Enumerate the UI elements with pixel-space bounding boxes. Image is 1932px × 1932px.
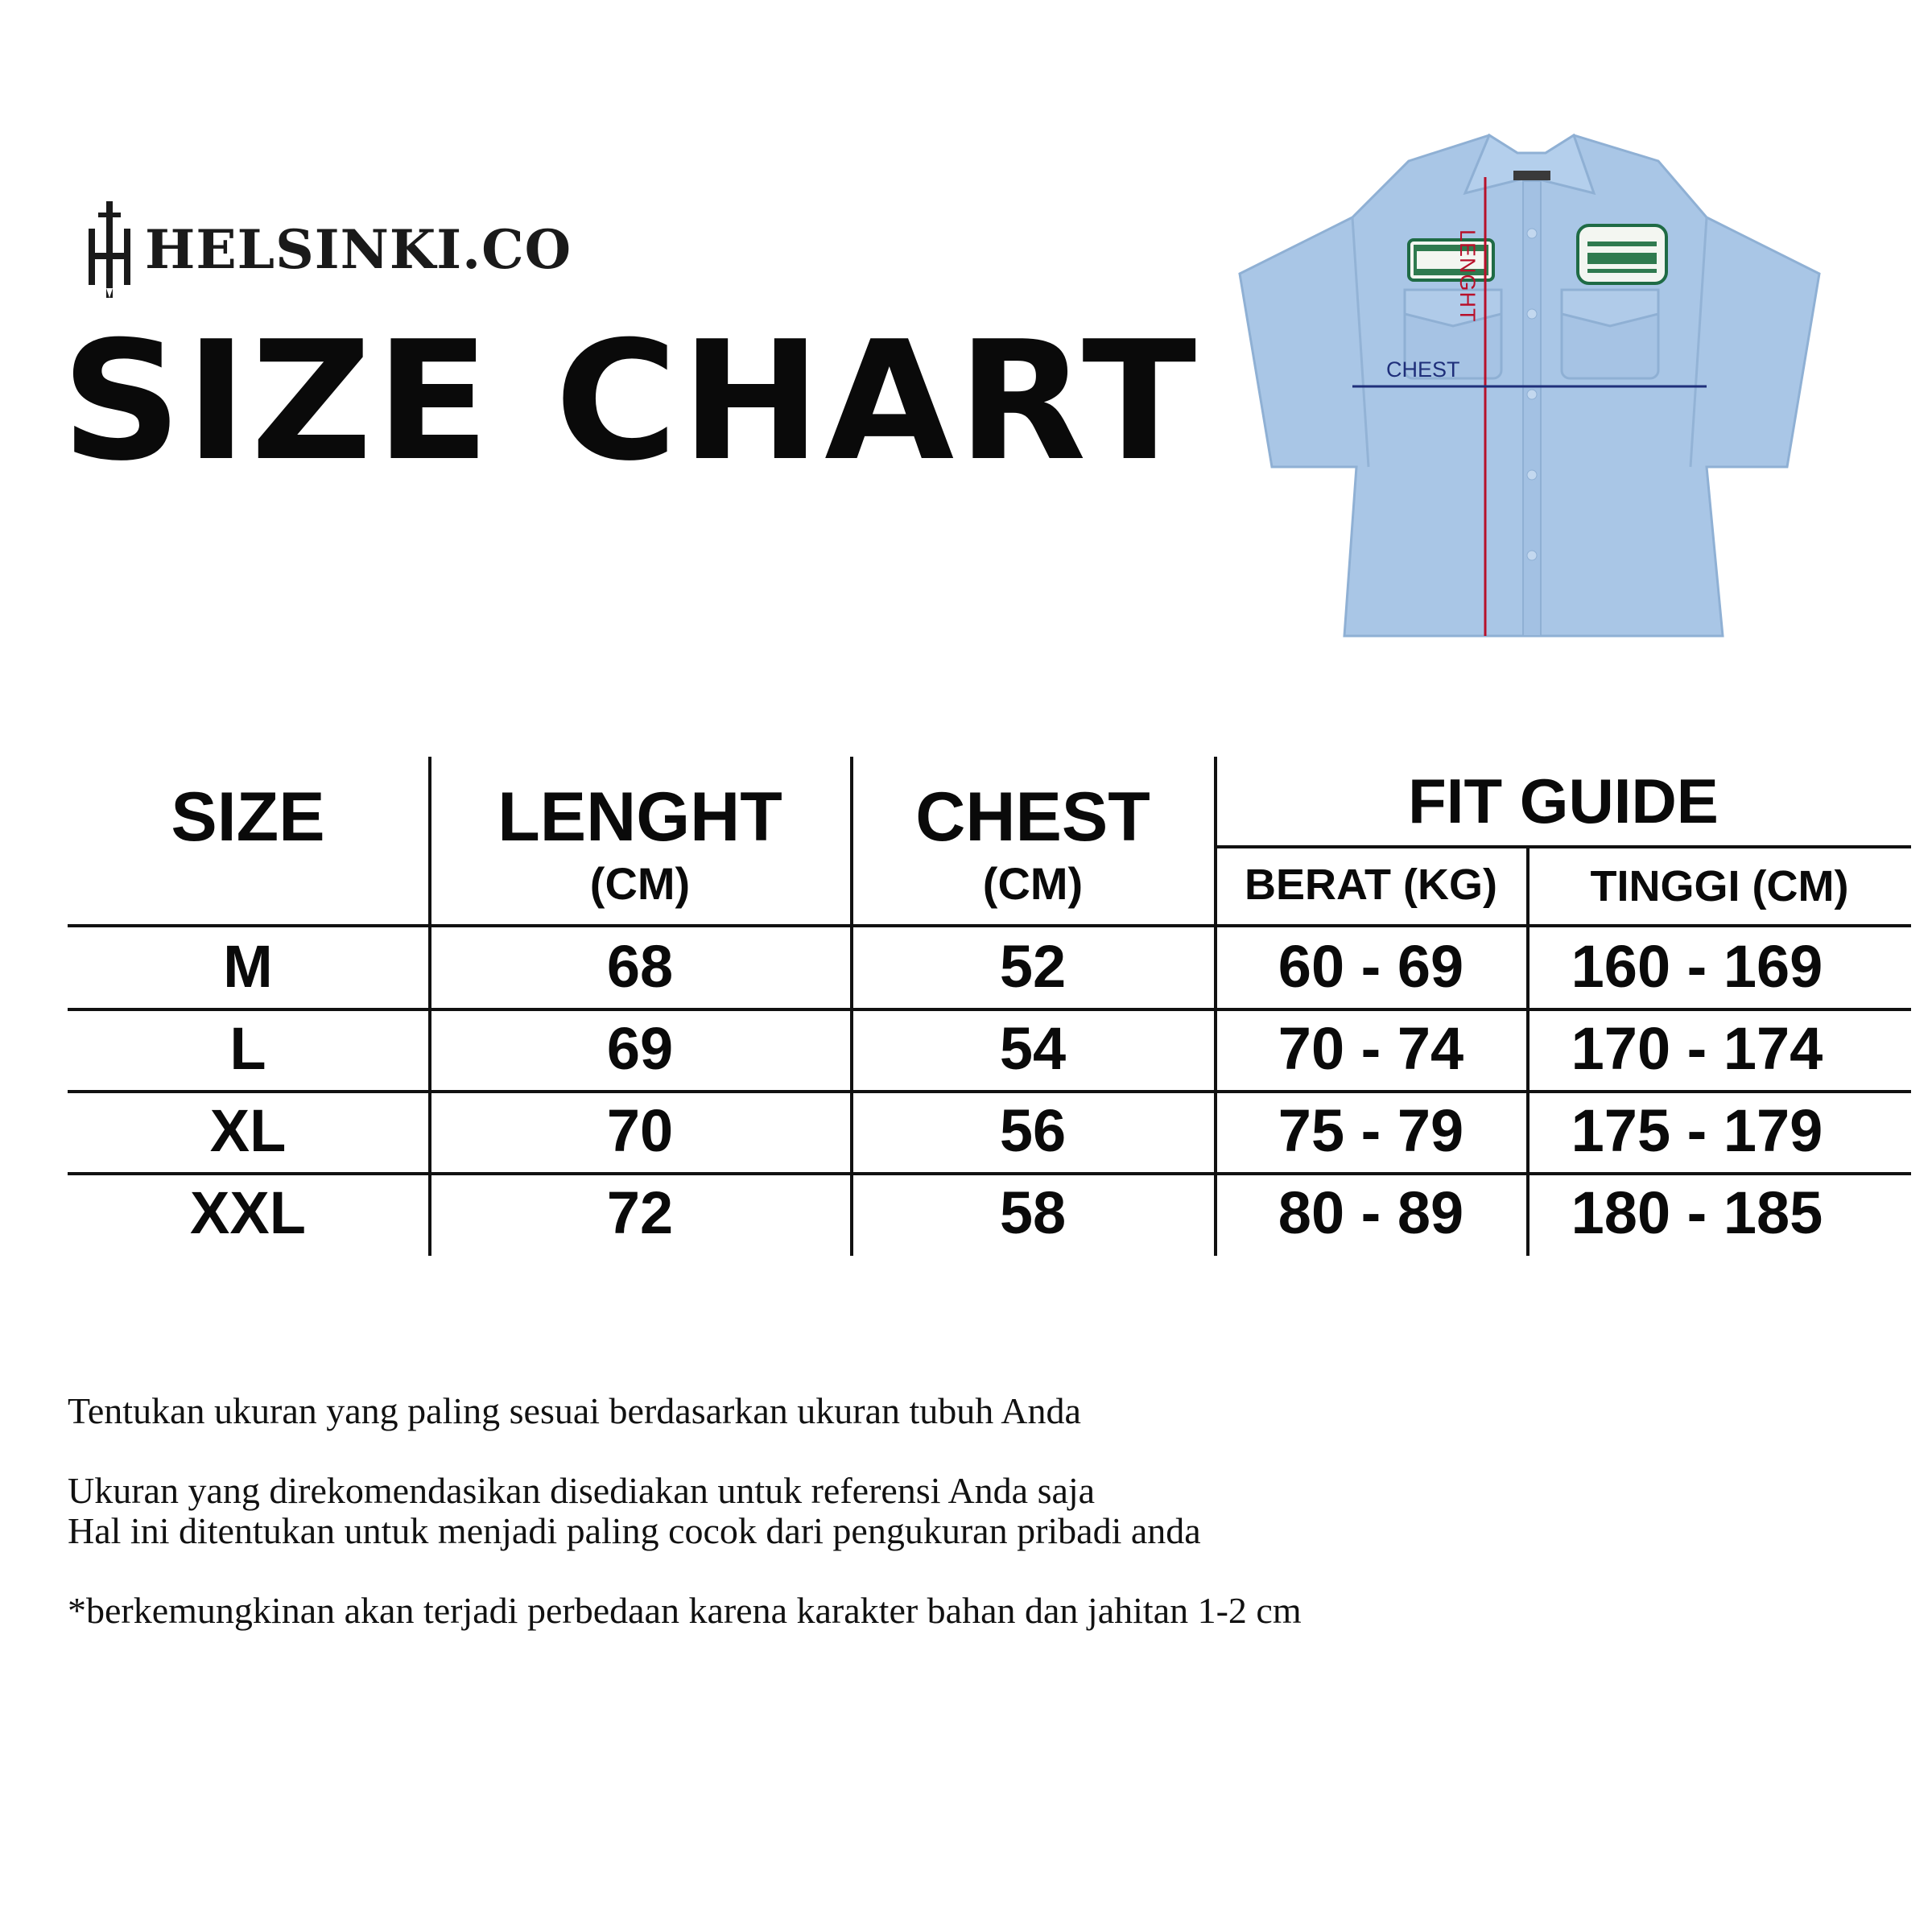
table-divider (68, 1172, 1911, 1175)
notes (68, 1391, 1839, 1631)
table-cell: XL (209, 1097, 287, 1164)
header-fit-guide: FIT GUIDE (1408, 766, 1719, 836)
note-line: *berkemungkinan akan terjadi perbedaan karena karakter bahan dan jahitan 1-2 cm (68, 1589, 1302, 1631)
header-chest: CHEST (915, 778, 1150, 856)
note-line: Ukuran yang direkomendasikan disediakan untuk referensi Anda saja (68, 1469, 1096, 1511)
table-cell: 170 - 174 (1571, 1015, 1823, 1082)
table-cell: 68 (606, 933, 674, 1000)
table-cell: 56 (999, 1097, 1067, 1164)
table-cell: XXL (190, 1179, 306, 1246)
note-line: Tentukan ukuran yang paling sesuai berdasarkan ukuran tubuh Anda (68, 1390, 1081, 1431)
lenght-measure-label: LENGHT (1455, 229, 1480, 323)
shirt-image (1224, 121, 1835, 668)
header-tinggi: TINGGI (CM) (1590, 862, 1849, 910)
table-cell: 80 - 89 (1278, 1179, 1464, 1246)
table-cell: 52 (999, 933, 1067, 1000)
table-divider (1216, 845, 1911, 848)
table-cell: L (229, 1015, 266, 1082)
table-cell: 70 - 74 (1278, 1015, 1464, 1082)
header-size: SIZE (171, 778, 325, 856)
table-cell: 58 (999, 1179, 1067, 1246)
shirt-illustration (1224, 121, 1835, 668)
brand-name: HELSINKI.CO (145, 218, 572, 281)
table-cell: 175 - 179 (1571, 1097, 1823, 1164)
table-divider (68, 1008, 1911, 1011)
table-cell: 60 - 69 (1278, 933, 1464, 1000)
note-line: Hal ini ditentukan untuk menjadi paling cocok dari pengukuran pribadi anda (68, 1510, 1201, 1552)
page-title: SIZE CHART (61, 307, 1200, 497)
table-cell: 69 (606, 1015, 674, 1082)
chest-measure-label: CHEST (1386, 357, 1460, 382)
table-cell: 160 - 169 (1571, 933, 1823, 1000)
header-chest-unit: (CM) (982, 858, 1084, 909)
table-cell: 180 - 185 (1571, 1179, 1823, 1246)
brand (87, 201, 572, 298)
size-table (68, 757, 1911, 1256)
table-cell: 54 (999, 1015, 1067, 1082)
table-cell: 72 (606, 1179, 674, 1246)
header-lenght-unit: (CM) (589, 858, 691, 909)
table-divider (68, 1090, 1911, 1093)
table-cell: 70 (606, 1097, 674, 1164)
table-cell: 75 - 79 (1278, 1097, 1464, 1164)
table-divider (68, 924, 1911, 927)
dagger-monogram-icon (87, 201, 132, 298)
header-lenght: LENGHT (497, 778, 782, 856)
header-berat: BERAT (KG) (1245, 861, 1497, 909)
table-cell: M (223, 933, 273, 1000)
